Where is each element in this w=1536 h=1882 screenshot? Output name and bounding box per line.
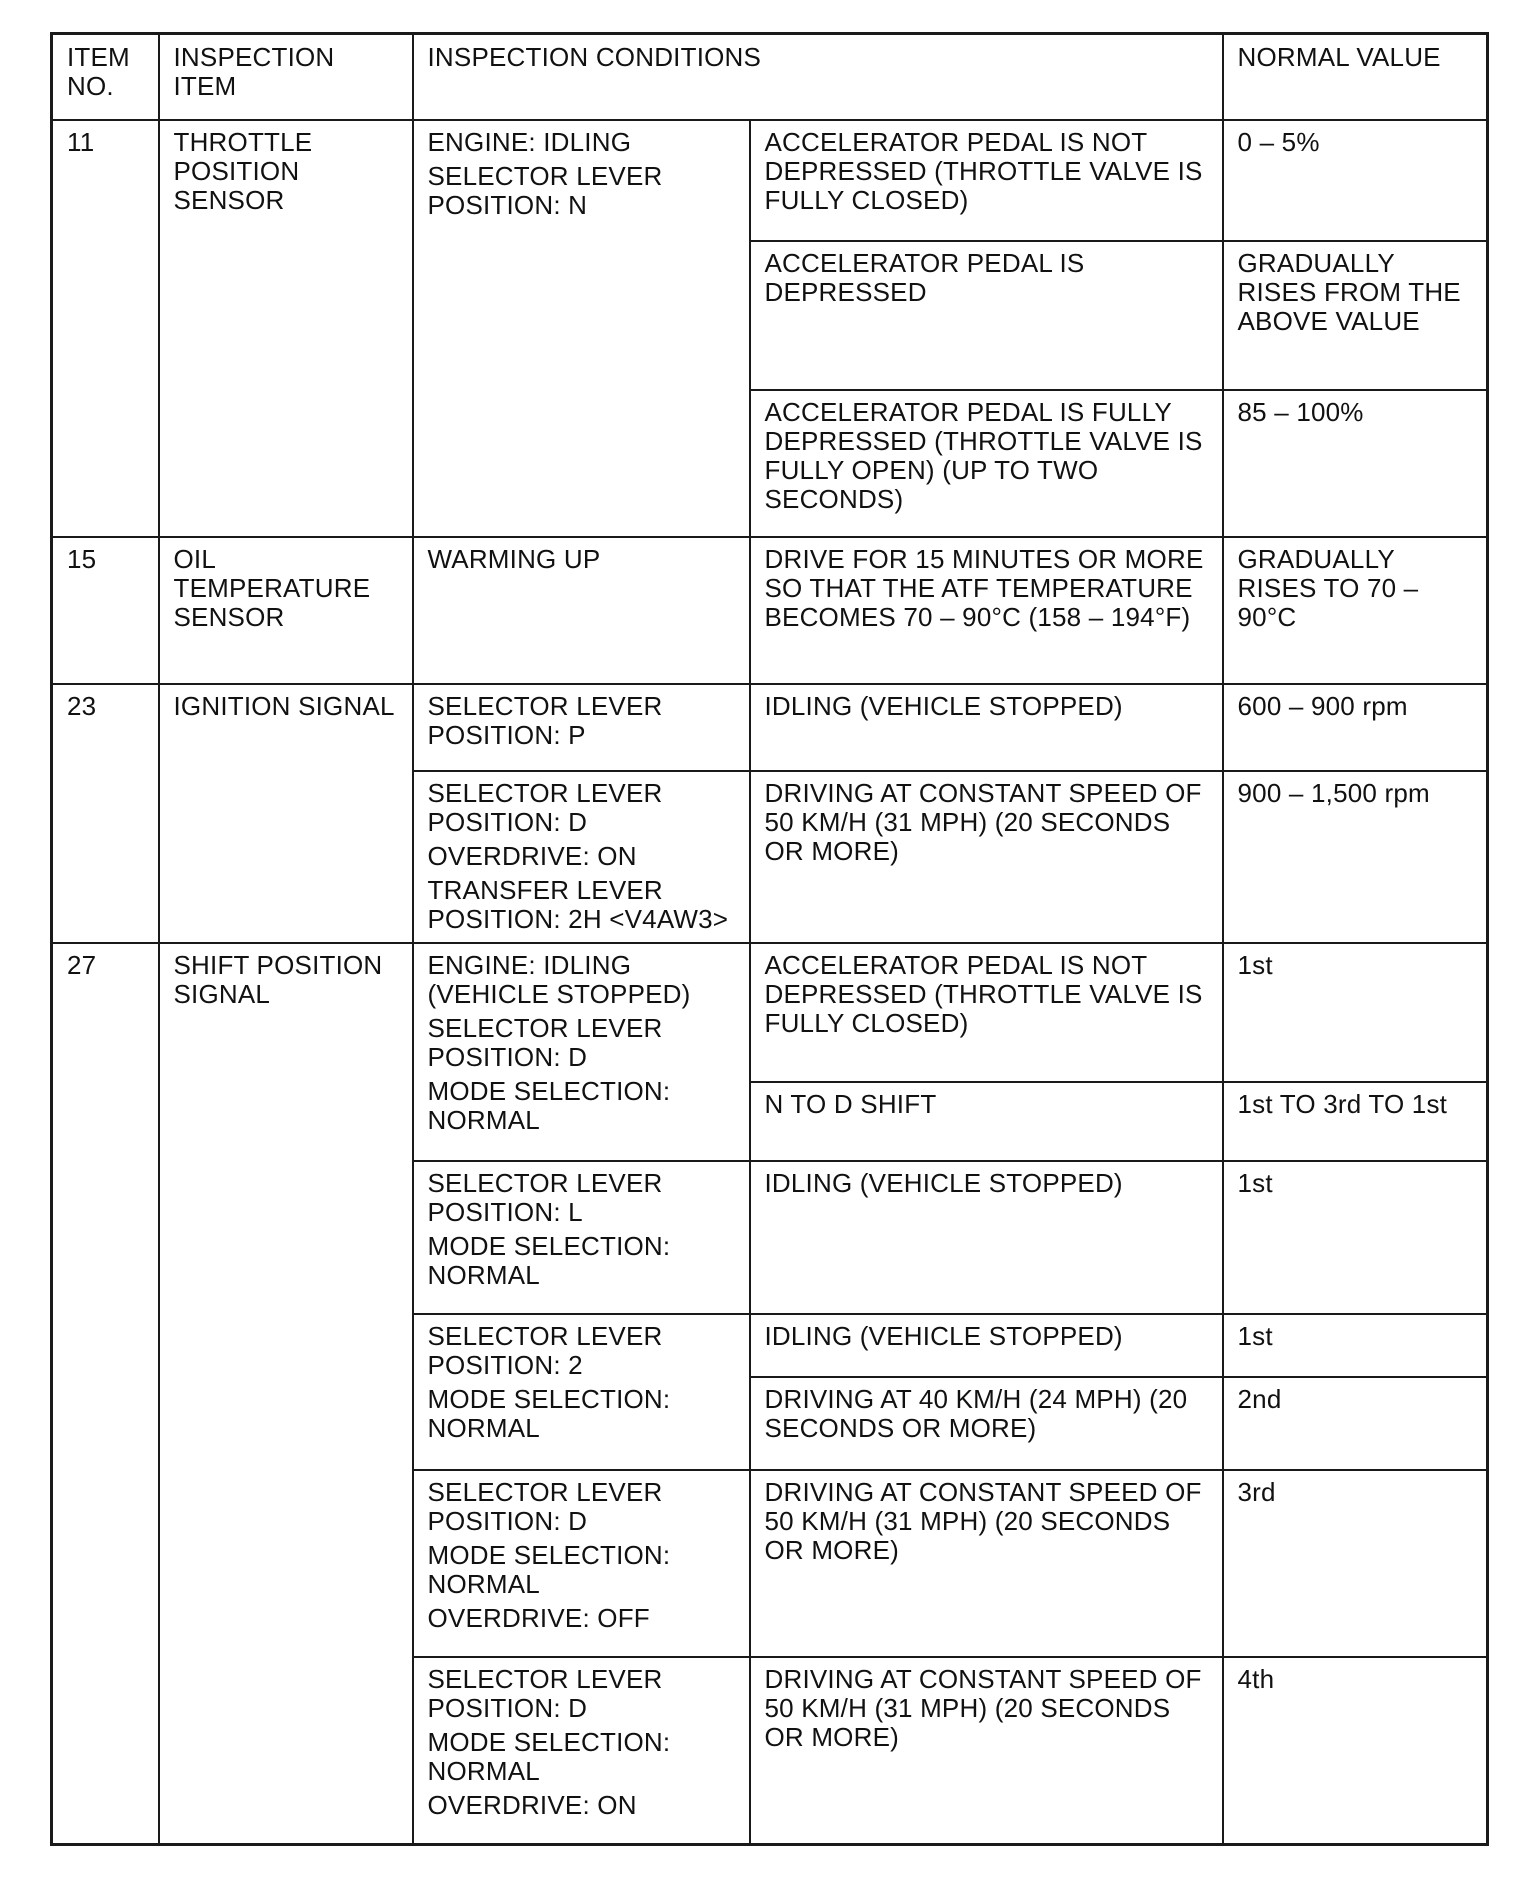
condition-line: OVERDRIVE: OFF — [427, 1603, 650, 1633]
condition-line: ENGINE: IDLING (VEHICLE STOPPED) — [427, 950, 691, 1009]
condition-line: OVERDRIVE: ON — [427, 841, 637, 871]
condition-line: SELECTOR LEVER POSITION: 2 — [427, 1321, 663, 1380]
inspection-item-cell: OIL TEMPERATURE SENSOR — [159, 537, 413, 684]
header-row — [52, 34, 1488, 121]
normal-value-cell: 4th — [1223, 1657, 1488, 1845]
condition-line: ENGINE: IDLING — [427, 127, 632, 157]
normal-value-cell: GRADUALLY RISES TO 70 – 90°C — [1223, 537, 1488, 684]
inspection-item-cell: SHIFT POSITION SIGNAL — [159, 943, 413, 1845]
condition-line: SELECTOR LEVER POSITION: D — [427, 1664, 663, 1723]
condition-line: SELECTOR LEVER POSITION: N — [427, 161, 663, 220]
item-no-cell: 23 — [52, 684, 159, 943]
condition-detail-cell: DRIVE FOR 15 MINUTES OR MORE SO THAT THE ATF TEMPERATURE BECOMES 70 – 90°C (158 – 194°F) — [750, 537, 1223, 684]
header-normal-value: NORMAL VALUE — [1223, 34, 1488, 121]
condition-line: SELECTOR LEVER POSITION: D — [427, 1013, 663, 1072]
condition-detail-cell: DRIVING AT CONSTANT SPEED OF 50 KM/H (31 MPH) (20 SECONDS OR MORE) — [750, 1657, 1223, 1845]
inspection-item-cell: THROTTLE POSITION SENSOR — [159, 120, 413, 537]
normal-value-cell: 3rd — [1223, 1470, 1488, 1657]
condition-group-cell — [413, 120, 750, 537]
normal-value-cell: 85 – 100% — [1223, 390, 1488, 537]
condition-detail-cell: ACCELERATOR PEDAL IS FULLY DEPRESSED (THROTTLE VALVE IS FULLY OPEN) (UP TO TWO SECONDS) — [750, 390, 1223, 537]
condition-group-cell — [413, 1470, 750, 1657]
condition-detail-cell: ACCELERATOR PEDAL IS NOT DEPRESSED (THROTTLE VALVE IS FULLY CLOSED) — [750, 943, 1223, 1082]
table-row — [52, 943, 1488, 1082]
header-item-no: ITEM NO. — [52, 34, 159, 121]
condition-line: OVERDRIVE: ON — [427, 1790, 637, 1820]
condition-group-cell — [413, 537, 750, 684]
condition-line: MODE SELECTION: NORMAL — [427, 1540, 671, 1599]
condition-detail-cell: IDLING (VEHICLE STOPPED) — [750, 684, 1223, 771]
condition-line: SELECTOR LEVER POSITION: P — [427, 691, 663, 750]
condition-detail-cell: IDLING (VEHICLE STOPPED) — [750, 1314, 1223, 1377]
normal-value-cell: 900 – 1,500 rpm — [1223, 771, 1488, 943]
condition-detail-cell: ACCELERATOR PEDAL IS DEPRESSED — [750, 241, 1223, 390]
table-row — [52, 537, 1488, 684]
condition-line: MODE SELECTION: NORMAL — [427, 1231, 671, 1290]
condition-line: MODE SELECTION: NORMAL — [427, 1076, 671, 1135]
condition-detail-cell: IDLING (VEHICLE STOPPED) — [750, 1161, 1223, 1314]
condition-group-cell — [413, 684, 750, 771]
condition-line: SELECTOR LEVER POSITION: D — [427, 1477, 663, 1536]
item-no-cell: 15 — [52, 537, 159, 684]
header-inspection-item: INSPECTION ITEM — [159, 34, 413, 121]
condition-detail-cell: DRIVING AT 40 KM/H (24 MPH) (20 SECONDS OR MORE) — [750, 1377, 1223, 1470]
table-row — [52, 684, 1488, 771]
condition-group-cell — [413, 771, 750, 943]
condition-detail-cell: DRIVING AT CONSTANT SPEED OF 50 KM/H (31 MPH) (20 SECONDS OR MORE) — [750, 771, 1223, 943]
condition-line: TRANSFER LEVER POSITION: 2H <V4AW3> — [427, 875, 729, 934]
normal-value-cell: 1st TO 3rd TO 1st — [1223, 1082, 1488, 1161]
table-row — [52, 120, 1488, 241]
condition-line: SELECTOR LEVER POSITION: L — [427, 1168, 663, 1227]
item-no-cell: 11 — [52, 120, 159, 537]
item-no-cell: 27 — [52, 943, 159, 1845]
condition-group-cell — [413, 1161, 750, 1314]
normal-value-cell: 1st — [1223, 1161, 1488, 1314]
condition-line: SELECTOR LEVER POSITION: D — [427, 778, 663, 837]
condition-detail-cell: N TO D SHIFT — [750, 1082, 1223, 1161]
condition-group-cell — [413, 1657, 750, 1845]
normal-value-cell: 2nd — [1223, 1377, 1488, 1470]
normal-value-cell: 1st — [1223, 943, 1488, 1082]
inspection-item-cell: IGNITION SIGNAL — [159, 684, 413, 943]
normal-value-cell: 1st — [1223, 1314, 1488, 1377]
condition-group-cell — [413, 1314, 750, 1470]
condition-line: MODE SELECTION: NORMAL — [427, 1384, 671, 1443]
inspection-table — [50, 32, 1489, 1846]
condition-group-cell — [413, 943, 750, 1161]
condition-detail-cell: DRIVING AT CONSTANT SPEED OF 50 KM/H (31 MPH) (20 SECONDS OR MORE) — [750, 1470, 1223, 1657]
normal-value-cell: 600 – 900 rpm — [1223, 684, 1488, 771]
condition-detail-cell: ACCELERATOR PEDAL IS NOT DEPRESSED (THROTTLE VALVE IS FULLY CLOSED) — [750, 120, 1223, 241]
header-inspection-conditions: INSPECTION CONDITIONS — [413, 34, 1223, 121]
normal-value-cell: 0 – 5% — [1223, 120, 1488, 241]
condition-line: WARMING UP — [427, 544, 601, 574]
condition-line: MODE SELECTION: NORMAL — [427, 1727, 671, 1786]
normal-value-cell: GRADUALLY RISES FROM THE ABOVE VALUE — [1223, 241, 1488, 390]
